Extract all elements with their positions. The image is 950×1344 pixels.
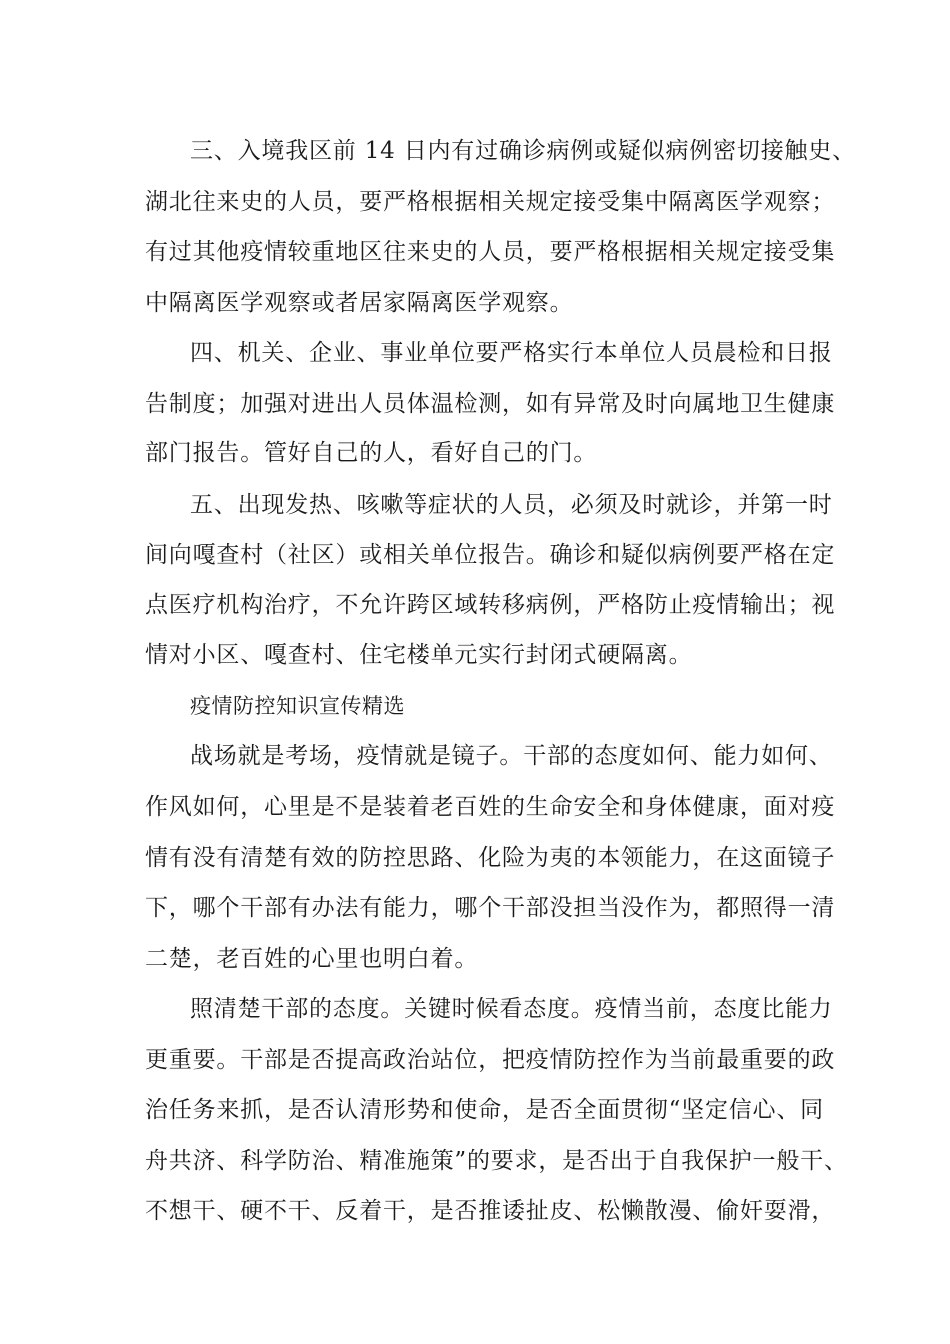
text-line: 点医疗机构治疗，不允许跨区域转移病例，严格防止疫情输出；视 bbox=[145, 592, 836, 618]
text-line: 情有没有清楚有效的防控思路、化险为夷的本领能力，在这面镜子 bbox=[145, 845, 836, 871]
text-line: 二楚，老百姓的心里也明白着。 bbox=[145, 946, 479, 972]
text-line: 治任务来抓，是否认清形势和使命，是否全面贯彻“坚定信心、同 bbox=[145, 1097, 824, 1123]
text-line: 间向嘎查村（社区）或相关单位报告。确诊和疑似病例要严格在定 bbox=[145, 542, 836, 568]
text-line: 作风如何，心里是不是装着老百姓的生命安全和身体健康，面对疫 bbox=[145, 794, 836, 820]
text-line: 下，哪个干部有办法有能力，哪个干部没担当没作为，都照得一清 bbox=[145, 895, 836, 921]
text-line: 三、入境我区前 14 日内有过确诊病例或疑似病例密切接触史、 bbox=[190, 138, 856, 164]
text-line: 湖北往来史的人员，要严格根据相关规定接受集中隔离医学观察； bbox=[145, 189, 836, 215]
text-line: 告制度；加强对进出人员体温检测，如有异常及时向属地卫生健康 bbox=[145, 391, 836, 417]
section-heading: 疫情防控知识宣传精选 bbox=[190, 694, 405, 718]
text-line: 舟共济、科学防治、精准施策”的要求，是否出于自我保护一般干、 bbox=[145, 1148, 848, 1174]
text-line: 情对小区、嘎查村、住宅楼单元实行封闭式硬隔离。 bbox=[145, 642, 693, 668]
text-line: 更重要。干部是否提高政治站位，把疫情防控作为当前最重要的政 bbox=[145, 1047, 836, 1073]
text-line: 有过其他疫情较重地区往来史的人员，要严格根据相关规定接受集 bbox=[145, 239, 836, 265]
text-line: 中隔离医学观察或者居家隔离医学观察。 bbox=[145, 290, 574, 316]
text-line: 不想干、硬不干、反着干，是否推诿扯皮、松懒散漫、偷奸耍滑， bbox=[145, 1198, 836, 1224]
text-line: 部门报告。管好自己的人，看好自己的门。 bbox=[145, 440, 598, 466]
text-line: 五、出现发热、咳嗽等症状的人员，必须及时就诊，并第一时 bbox=[190, 492, 833, 518]
text-line: 四、机关、企业、事业单位要严格实行本单位人员晨检和日报 bbox=[190, 340, 833, 366]
text-line: 照清楚干部的态度。关键时候看态度。疫情当前，态度比能力 bbox=[190, 996, 833, 1022]
text-line: 战场就是考场，疫情就是镜子。干部的态度如何、能力如何、 bbox=[190, 743, 833, 769]
